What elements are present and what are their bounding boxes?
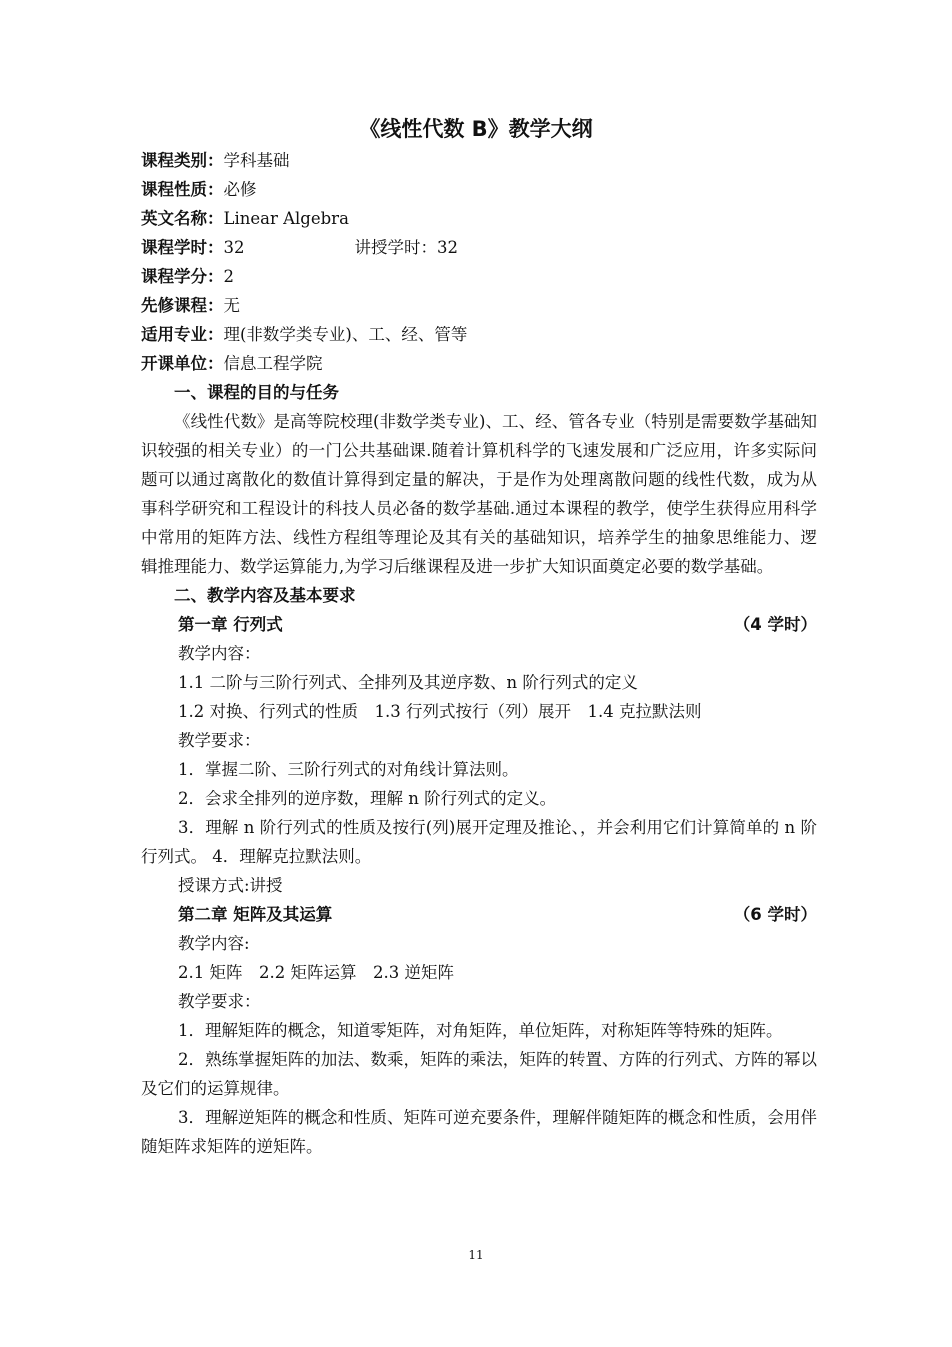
- field-value: 32: [223, 238, 245, 257]
- course-category: [141, 146, 817, 175]
- field-label: 课程性质：: [141, 180, 224, 199]
- field-value: Linear Algebra: [223, 209, 349, 228]
- chapter-hours: （6 学时）: [733, 905, 817, 924]
- content-item: 1.2 对换、行列式的性质 1.3 行列式按行（列）展开 1.4 克拉默法则: [178, 702, 702, 721]
- course-hours: [141, 233, 817, 262]
- field-value: 学科基础: [223, 151, 290, 170]
- chapter-title: 第一章 行列式: [178, 615, 283, 634]
- requirements-label: 教学要求：: [178, 731, 261, 750]
- content-item: 1.1 二阶与三阶行列式、全排列及其逆序数、n 阶行列式的定义: [178, 673, 638, 692]
- field-value: 无: [223, 296, 240, 315]
- course-nature: [141, 175, 817, 204]
- field-label: 开课单位：: [141, 354, 224, 373]
- course-credits: [141, 262, 817, 291]
- chapter-hours: （4 学时）: [733, 615, 817, 634]
- page-number: 11: [468, 1248, 484, 1262]
- field-label: 课程学分：: [141, 267, 224, 286]
- field-label: 先修课程：: [141, 296, 224, 315]
- document-title: 《线性代数 B》教学大纲: [359, 117, 593, 141]
- teaching-method: 授课方式:讲授: [178, 876, 283, 895]
- field-label: 适用专业：: [141, 325, 224, 344]
- content-label: 教学内容：: [178, 644, 261, 663]
- field-label: 课程类别：: [141, 151, 224, 170]
- field-value: 理(非数学类专业)、工、经、管等: [223, 325, 468, 344]
- field-label: 英文名称：: [141, 209, 224, 228]
- document-body: [141, 146, 817, 1161]
- content-item: 2.1 矩阵 2.2 矩阵运算 2.3 逆矩阵: [178, 963, 454, 982]
- section-heading-purpose: 一、课程的目的与任务: [174, 383, 339, 402]
- requirement-item: 2．会求全排列的逆序数，理解 n 阶行列式的定义。: [178, 789, 557, 808]
- course-english-name: [141, 204, 817, 233]
- chapter-1-heading: [141, 610, 817, 639]
- chapter-2-heading: [141, 900, 817, 929]
- lecture-hours-value: 32: [437, 238, 458, 257]
- chapter-title: 第二章 矩阵及其运算: [178, 905, 333, 924]
- purpose-paragraph: 《线性代数》是高等院校理(非数学类专业)、工、经、管各专业（特别是需要数学基础知识较强的相关专业）的一门公共基础课.随着计算机科学的飞速发展和广泛应用，许多实际问题可以通过离散化的数值计算得到定量的解决，于是作为处理离散问题的线性代数，成为从事科学研究和工程设计的科技人员必备的数学基础.通过本课程的教学，使学生获得应用科学中常用的矩阵方法、线性方程组等理论及其有关的基础知识，培养学生的抽象思维能力、逻辑推理能力、数学运算能力,为学习后继课程及进一步扩大知识面奠定必要的数学基础。: [141, 412, 817, 576]
- course-unit: [141, 349, 817, 378]
- requirements-label: 教学要求：: [178, 992, 261, 1011]
- field-value: 必修: [223, 180, 257, 199]
- section-heading-content: 二、教学内容及基本要求: [174, 586, 356, 605]
- field-value: 2: [223, 267, 234, 286]
- field-value: 信息工程学院: [223, 354, 323, 373]
- field-label: 课程学时：: [141, 238, 224, 257]
- requirement-item: 1．掌握二阶、三阶行列式的对角线计算法则。: [178, 760, 519, 779]
- requirement-item: 1．理解矩阵的概念，知道零矩阵，对角矩阵，单位矩阵，对称矩阵等特殊的矩阵。: [178, 1021, 783, 1040]
- lecture-hours-label: 讲授学时：: [354, 238, 437, 257]
- course-prerequisites: [141, 291, 817, 320]
- course-majors: [141, 320, 817, 349]
- requirement-item: 2．熟练掌握矩阵的加法、数乘，矩阵的乘法，矩阵的转置、方阵的行列式、方阵的幂以及它们的运算规律。: [141, 1050, 817, 1098]
- content-label: 教学内容:: [178, 934, 250, 953]
- requirement-item: 3．理解 n 阶行列式的性质及按行(列)展开定理及推论、，并会利用它们计算简单的 n 阶行列式。 4．理解克拉默法则。: [141, 818, 817, 866]
- requirement-item: 3．理解逆矩阵的概念和性质、矩阵可逆充要条件，理解伴随矩阵的概念和性质，会用伴随矩阵求矩阵的逆矩阵。: [141, 1108, 817, 1156]
